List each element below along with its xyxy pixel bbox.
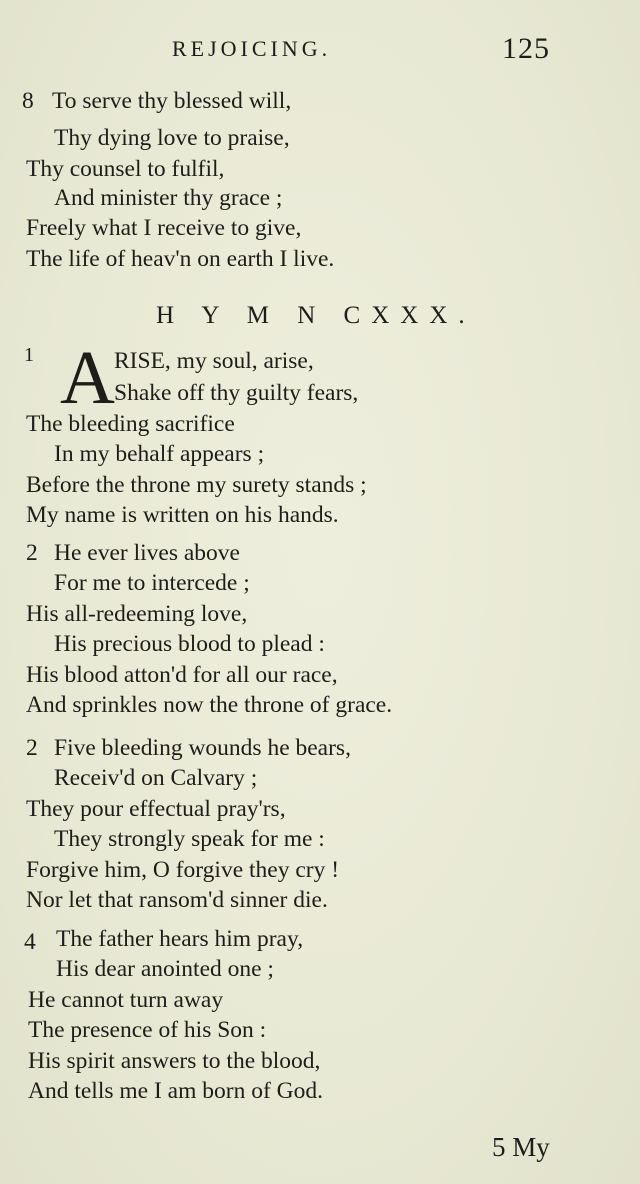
verse-line: For me to intercede ;	[54, 570, 250, 596]
verse-line: They strongly speak for me :	[54, 826, 325, 852]
verse-line: His spirit answers to the blood,	[28, 1048, 321, 1074]
verse-line: Thy dying love to praise,	[54, 125, 290, 151]
drop-cap: A	[60, 336, 115, 420]
stanza-number: 2	[26, 735, 38, 761]
hymn-title: H Y M N CXXX.	[156, 302, 476, 329]
page-number: 125	[502, 32, 550, 65]
verse-line: The life of heav'n on earth I live.	[26, 246, 335, 272]
verse-line: And sprinkles now the throne of grace.	[26, 692, 393, 718]
verse-line: Receiv'd on Calvary ;	[54, 765, 258, 791]
verse-line: Nor let that ransom'd sinner die.	[26, 887, 328, 913]
verse-line: In my behalf appears ;	[54, 441, 265, 467]
verse-line: Thy counsel to fulfil,	[26, 156, 225, 182]
running-title: REJOICING.	[172, 36, 332, 61]
verse-line: Freely what I receive to give,	[26, 215, 302, 241]
verse-line: To serve thy blessed will,	[52, 88, 292, 114]
verse-line: Shake off thy guilty fears,	[114, 380, 359, 406]
verse-line: He cannot turn away	[28, 987, 224, 1013]
verse-line: His all-redeeming love,	[26, 601, 248, 627]
verse-line: His dear anointed one ;	[56, 956, 274, 982]
running-head	[0, 34, 640, 74]
verse-line: My name is written on his hands.	[26, 502, 339, 528]
stanza-number: 1	[24, 344, 34, 366]
verse-line: His precious blood to plead :	[54, 631, 325, 657]
verse-line: Five bleeding wounds he bears,	[54, 735, 351, 761]
verse-line: The presence of his Son :	[28, 1017, 267, 1043]
verse-line: Before the throne my surety stands ;	[26, 472, 367, 498]
verse-line: RISE, my soul, arise,	[114, 348, 314, 374]
verse-line: He ever lives above	[54, 540, 240, 566]
verse-line: Forgive him, O forgive they cry !	[26, 857, 340, 883]
stanza-number: 4	[24, 929, 36, 955]
catchword: 5 My	[492, 1132, 550, 1162]
verse-line: His blood atton'd for all our race,	[26, 662, 338, 688]
verse-line: And minister thy grace ;	[54, 185, 283, 211]
stanza-number: 8	[22, 88, 34, 114]
verse-line: The father hears him pray,	[56, 926, 304, 952]
verse-line: And tells me I am born of God.	[28, 1078, 324, 1104]
verse-line: The bleeding sacrifice	[26, 411, 235, 437]
verse-line: They pour effectual pray'rs,	[26, 796, 286, 822]
stanza-number: 2	[26, 540, 38, 566]
